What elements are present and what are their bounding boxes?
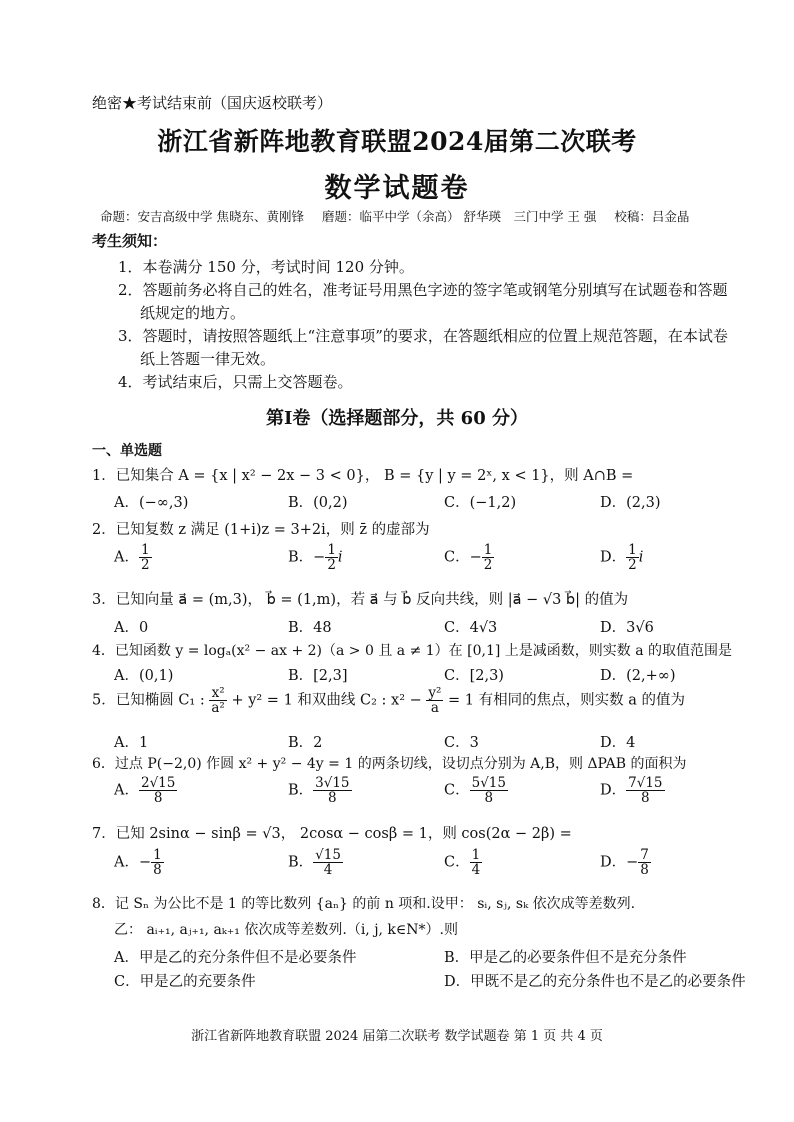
q5-option-d: D．4 [600, 735, 636, 751]
q5-option-b: B．2 [288, 735, 323, 751]
q2-option-c [444, 543, 494, 572]
q5-option-a: A．1 [114, 735, 149, 751]
fraction-numerator: 1 [153, 847, 162, 863]
q7-option-a [114, 848, 164, 877]
section-title: 一、单选题 [92, 443, 162, 459]
option-label: C． [444, 549, 470, 566]
fraction-numerator: 1 [327, 542, 336, 558]
fraction [151, 848, 164, 877]
fraction-numerator: 2√15 [140, 775, 176, 791]
q8-option-b: B．甲是乙的必要条件但不是充分条件 [444, 950, 687, 966]
fraction [626, 543, 639, 572]
stem-part: = 1 有相同的焦点，则实数 a 的值为 [448, 692, 686, 709]
fraction [426, 686, 443, 715]
fraction-denominator: a [430, 700, 439, 717]
q8-option-d: D．甲既不是乙的充分条件也不是乙的必要条件 [444, 974, 746, 990]
q6-option-c [444, 776, 508, 805]
sign: − [138, 854, 152, 871]
option-label: A． [114, 549, 139, 566]
fraction [470, 776, 508, 805]
imaginary-unit: i [638, 549, 644, 566]
notice-item: 4．考试结束后，只需上交答题卷。 [118, 373, 353, 391]
credit-review: 磨题：临平中学（余高） 舒华瑛 三门中学 王 强 [321, 209, 597, 224]
question-3-stem: 3．已知向量 a⃗ = (m,3)， b⃗ = (1,m)，若 a⃗ 与 b⃗ 反向共线，则 |a⃗ − √3 b⃗| 的值为 [92, 592, 629, 608]
credits-line [100, 207, 703, 225]
fraction-denominator: 8 [153, 862, 162, 879]
fraction-denominator: 2 [140, 557, 150, 574]
fraction [638, 848, 651, 877]
fraction [139, 543, 152, 572]
stem-part: 5．已知椭圆 C₁ : [92, 692, 205, 709]
option-label: D． [600, 549, 627, 566]
q3-option-a: A．0 [114, 620, 149, 636]
fraction [313, 776, 351, 805]
option-label: A． [114, 854, 139, 871]
notice-item: 纸上答题一律无效。 [140, 350, 276, 368]
q6-option-d [600, 776, 665, 805]
q4-option-a: A．(0,1) [114, 668, 174, 684]
q4-option-c: C．[2,3) [444, 668, 504, 684]
q1-option-c: C．(−1,2) [444, 495, 517, 511]
imaginary-unit: i [337, 549, 343, 566]
fraction-denominator: 8 [328, 790, 337, 807]
fraction-denominator: 4 [323, 862, 333, 879]
credit-proof: 校稿：吕金晶 [614, 209, 690, 224]
stem-part: + y² = 1 和双曲线 C₂ : x² − [231, 692, 422, 709]
fraction-denominator: 2 [628, 557, 637, 574]
q1-option-a: A．(−∞,3) [114, 495, 189, 511]
fraction-denominator: a² [211, 700, 225, 717]
fraction-numerator: 1 [140, 542, 150, 558]
question-8-stem-line2: 乙： aᵢ₊₁, aⱼ₊₁, aₖ₊₁ 依次成等差数列.（i, j, k∈N*）.则 [114, 922, 458, 938]
question-8-stem: 8．记 Sₙ 为公比不是 1 的等比数列 {aₙ} 的前 n 项和.设甲： sᵢ, sⱼ, sₖ 依次成等差数列. [92, 896, 636, 912]
question-6-stem: 6．过点 P(−2,0) 作圆 x² + y² − 4y = 1 的两条切线，设切点分别为 A,B，则 ΔPAB 的面积为 [92, 756, 687, 772]
confidential-label: 绝密★考试结束前（国庆返校联考） [92, 94, 333, 112]
q4-option-d: D．(2,+∞) [600, 668, 676, 684]
q2-option-d [600, 543, 643, 572]
page-footer: 浙江省新阵地教育联盟 2024 届第二次联考 数学试题卷 第 1 页 共 4 页 [191, 1029, 603, 1044]
option-label: B． [288, 782, 314, 799]
fraction [470, 848, 483, 877]
question-5-stem [92, 686, 685, 715]
q7-option-c [444, 848, 482, 877]
sign: − [469, 549, 482, 566]
q8-option-a: A．甲是乙的充分条件但不是必要条件 [114, 950, 357, 966]
fraction-numerator: 1 [628, 542, 637, 558]
q3-option-c: C．4√3 [444, 620, 498, 636]
fraction [626, 776, 664, 805]
q7-option-d [600, 848, 651, 877]
q1-option-b: B．(0,2) [288, 495, 348, 511]
fraction [209, 686, 226, 715]
fraction-numerator: √15 [315, 847, 341, 863]
notice-item: 纸规定的地方。 [140, 304, 246, 322]
q5-option-c: C．3 [444, 735, 479, 751]
fraction-numerator: 1 [471, 847, 481, 863]
fraction-denominator: 8 [484, 790, 494, 807]
notice-item: 1．本卷满分 150 分，考试时间 120 分钟。 [118, 258, 414, 276]
q6-option-a [114, 776, 177, 805]
fraction-numerator: 7√15 [628, 775, 663, 791]
question-4-stem: 4．已知函数 y = logₐ(x² − ax + 2)（a > 0 且 a ≠ 1）在 [0,1] 上是减函数，则实数 a 的取值范围是 [92, 643, 733, 659]
question-1-stem: 1．已知集合 A = {x | x² − 2x − 3 < 0}， B = {y | y = 2ˣ, x < 1}，则 A∩B = [92, 468, 634, 484]
q1-option-d: D．(2,3) [600, 495, 661, 511]
option-label: D． [600, 854, 627, 871]
fraction-denominator: 2 [483, 557, 493, 574]
fraction-numerator: 7 [640, 847, 649, 863]
fraction-numerator: 3√15 [315, 775, 350, 791]
credit-author: 命题：安吉高级中学 焦晓东、黄刚锋 [100, 209, 304, 224]
q3-option-d: D．3√6 [600, 620, 654, 636]
fraction-denominator: 4 [471, 862, 481, 879]
fraction-denominator: 8 [640, 862, 649, 879]
notice-item: 3．答题时，请按照答题纸上“注意事项”的要求，在答题纸相应的位置上规范答题，在本试卷 [118, 327, 728, 345]
fraction-denominator: 8 [153, 790, 163, 807]
q7-option-b [288, 848, 343, 877]
question-2-stem: 2．已知复数 z 满足 (1+i)z = 3+2i，则 z̄ 的虚部为 [92, 522, 430, 538]
q8-option-c: C．甲是乙的充要条件 [114, 974, 256, 990]
option-label: D． [600, 782, 627, 799]
q6-option-b [288, 776, 352, 805]
q3-option-b: B．48 [288, 620, 332, 636]
fraction-numerator: x² [209, 686, 226, 701]
fraction [325, 543, 338, 572]
option-label: B． [288, 854, 314, 871]
sign: − [626, 854, 639, 871]
q4-option-b: B．[2,3] [288, 668, 348, 684]
fraction [313, 848, 343, 877]
fraction-numerator: y² [428, 685, 442, 701]
fraction [482, 543, 495, 572]
notice-item: 2．答题前务必将自己的姓名，准考证号用黑色字迹的签字笔或钢笔分别填写在试题卷和答题 [118, 281, 728, 299]
option-label: C． [444, 782, 470, 799]
fraction-numerator: 5√15 [471, 775, 506, 791]
option-label: B． [288, 549, 314, 566]
exam-title: 浙江省新阵地教育联盟2024届第二次联考 [157, 127, 637, 156]
option-label: A． [114, 782, 139, 799]
option-label: C． [444, 854, 470, 871]
sign: − [313, 549, 326, 566]
q2-option-a [114, 543, 152, 572]
question-7-stem: 7．已知 2sinα − sinβ = √3， 2cosα − cosβ = 1，则 cos(2α − 2β) = [92, 826, 572, 842]
fraction-denominator: 2 [327, 557, 336, 574]
fraction [139, 776, 177, 805]
fraction-numerator: 1 [483, 542, 493, 558]
exam-subtitle: 数学试题卷 [324, 173, 470, 204]
volume-title: 第Ⅰ卷（选择题部分，共 60 分） [265, 408, 528, 429]
fraction-denominator: 8 [641, 790, 650, 807]
q2-option-b [288, 543, 343, 572]
notice-heading: 考生须知： [92, 232, 168, 250]
